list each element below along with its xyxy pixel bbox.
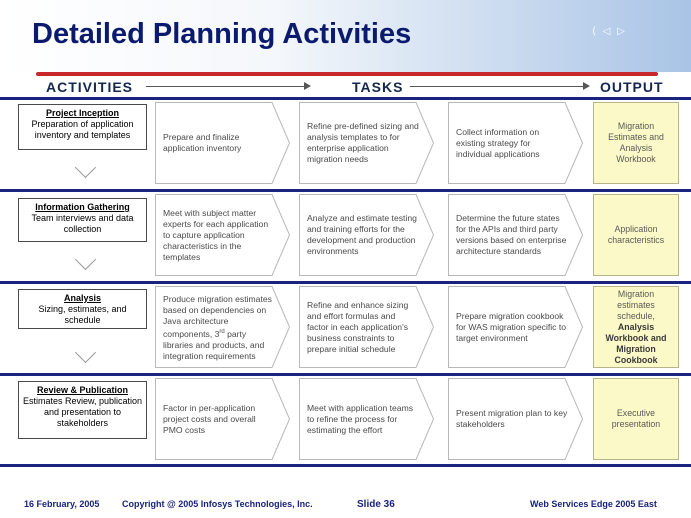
task-text-line: for WAS migration specific to xyxy=(456,321,567,332)
activity-heading: Project Inception xyxy=(45,108,119,118)
footer-event: Web Services Edge 2005 East xyxy=(530,499,657,509)
output-box xyxy=(593,194,679,276)
task-cell xyxy=(155,194,290,276)
slide-nav-controls[interactable]: ⟨ ◁ ▷ xyxy=(592,26,627,37)
header-arrow-head-2 xyxy=(583,82,590,90)
task-cell xyxy=(448,194,583,276)
task-text-line: based on dependencies on xyxy=(163,305,267,315)
task-text-line: to refine the process for xyxy=(307,413,398,424)
task-text-line: Present migration plan to key xyxy=(456,408,568,418)
task-text-line: Prepare migration cookbook xyxy=(456,310,564,321)
task-text-line: Refine and enhance sizing xyxy=(307,299,409,310)
output-text-line: Executive xyxy=(616,408,656,418)
task-text-line: environments xyxy=(307,246,359,256)
activity-heading: Information Gathering xyxy=(35,202,130,212)
output-text-line: Workbook and xyxy=(605,332,667,343)
column-header-activities: ACTIVITIES xyxy=(46,79,134,95)
task-text xyxy=(456,311,566,344)
output-box xyxy=(593,378,679,460)
row-separator xyxy=(0,97,691,100)
footer-slide-number: Slide 36 xyxy=(357,499,395,510)
task-text-line: analysis templates to for xyxy=(307,132,400,142)
output-text-line: Workbook xyxy=(616,154,656,164)
output-text-line: Migration xyxy=(617,121,655,131)
activity-text: Team interviews and data collection xyxy=(31,213,134,234)
output-text-line: Analysis xyxy=(617,321,655,332)
header-arrow-line-1 xyxy=(146,86,306,87)
task-text xyxy=(163,403,256,436)
task-text-line: stakeholders xyxy=(456,419,505,429)
task-cell xyxy=(155,286,290,368)
output-text-line: Migration xyxy=(617,288,655,299)
task-text xyxy=(163,132,241,154)
column-header-output: OUTPUT xyxy=(600,79,664,95)
output-text-line: Estimates and xyxy=(608,132,664,142)
task-text-line: Analyze and estimate testing xyxy=(307,213,417,223)
task-text xyxy=(307,121,419,165)
activity-box-information-gathering xyxy=(18,198,147,242)
row-separator xyxy=(0,281,691,284)
footer-copyright: Copyright @ 2005 Infosys Technologies, Inc. xyxy=(122,499,313,509)
task-text-line: Determine the future states xyxy=(456,213,560,223)
task-text-line: development and production xyxy=(307,235,416,245)
output-box xyxy=(593,102,679,184)
header-arrow-head-1 xyxy=(304,82,311,90)
task-text xyxy=(307,300,408,355)
task-text-line: existing strategy for xyxy=(456,137,531,148)
task-text-line: and effort formulas and xyxy=(307,310,396,321)
output-box xyxy=(593,286,679,368)
task-text-line: versions based on enterprise xyxy=(456,235,567,245)
task-text-line: experts for each application xyxy=(163,218,269,229)
task-cell xyxy=(448,286,583,368)
task-cell xyxy=(299,378,434,460)
task-text-line: application inventory xyxy=(163,143,242,153)
task-text-line: Factor in per-application xyxy=(163,402,256,413)
task-text-line: Produce migration estimates xyxy=(163,294,272,304)
output-text-line: Analysis xyxy=(619,143,653,153)
activity-box-review-publication xyxy=(18,381,147,439)
task-text-line: integration requirements xyxy=(163,350,256,361)
task-text-line: Prepare and finalize xyxy=(163,132,240,142)
activity-text: Estimates Review, publication and presentation to stakeholders xyxy=(22,396,143,428)
flow-chevron-icon xyxy=(75,157,96,178)
task-text-line: enterprise application xyxy=(307,143,389,153)
slide-title: Detailed Planning Activities xyxy=(32,18,412,50)
task-text-line: components, 3rd party xyxy=(163,328,247,339)
flow-chevron-icon xyxy=(75,249,96,270)
task-cell xyxy=(155,378,290,460)
row-separator xyxy=(0,189,691,192)
activity-heading: Review & Publication xyxy=(36,385,129,395)
activity-heading: Analysis xyxy=(63,293,102,303)
task-text-line: architecture standards xyxy=(456,246,542,256)
task-text-line: individual applications xyxy=(456,148,540,159)
task-text xyxy=(456,127,540,160)
task-text-line: prepare initial schedule xyxy=(307,343,396,354)
output-lines xyxy=(608,224,664,246)
task-text-line: Java architecture xyxy=(163,316,229,326)
footer-date: 16 February, 2005 xyxy=(24,499,100,509)
title-underline xyxy=(36,72,658,76)
task-text-line: Meet with application teams xyxy=(307,402,414,413)
output-text-line: schedule, xyxy=(617,310,655,321)
task-text-line: Collect information on xyxy=(456,126,540,137)
task-cell xyxy=(299,194,434,276)
task-text-line: and training efforts for the xyxy=(307,224,405,234)
output-lines xyxy=(612,408,660,430)
activity-box-project-inception xyxy=(18,104,147,150)
task-text-line: Meet with subject matter xyxy=(163,207,257,218)
task-text-line: estimating the effort xyxy=(307,424,383,435)
header-arrow-line-2 xyxy=(410,86,584,87)
task-text-line: libraries and products, and xyxy=(163,339,265,350)
task-cell xyxy=(448,378,583,460)
task-cell xyxy=(299,286,434,368)
output-text-line: estimates xyxy=(617,299,655,310)
task-cell xyxy=(448,102,583,184)
task-text xyxy=(163,208,268,263)
task-text xyxy=(163,294,272,362)
output-text-line: Application xyxy=(614,224,658,234)
row-separator xyxy=(0,464,691,467)
task-text-line: characteristics in the xyxy=(163,240,242,251)
task-text xyxy=(307,403,413,436)
activity-box-analysis xyxy=(18,289,147,329)
output-text-line: characteristics xyxy=(607,235,665,245)
output-lines xyxy=(608,121,664,165)
task-text-line: business constraints to xyxy=(307,332,395,343)
row-separator xyxy=(0,373,691,376)
task-text-line: project costs and overall xyxy=(163,413,256,424)
task-text-line: for the APIs and third party xyxy=(456,224,558,234)
task-cell xyxy=(299,102,434,184)
task-text-line: target environment xyxy=(456,332,528,343)
flow-chevron-icon xyxy=(75,342,96,363)
output-text-line: Cookbook xyxy=(614,354,658,365)
task-text-line: PMO costs xyxy=(163,424,206,435)
task-text-line: Refine pre-defined sizing and xyxy=(307,121,419,131)
output-text-line: Migration xyxy=(616,343,656,354)
task-text-line: to capture application xyxy=(163,229,245,240)
column-header-tasks: TASKS xyxy=(352,79,404,95)
task-text xyxy=(307,213,417,257)
task-text-line: factor in each application's xyxy=(307,321,409,332)
task-text xyxy=(456,408,567,430)
activity-text: Preparation of application inventory and templates xyxy=(31,119,134,140)
task-cell xyxy=(155,102,290,184)
task-text-line: migration needs xyxy=(307,154,369,164)
output-lines xyxy=(606,289,667,366)
activity-text: Sizing, estimates, and schedule xyxy=(38,304,127,325)
output-text-line: presentation xyxy=(611,419,661,429)
task-text-line: templates xyxy=(163,251,201,262)
task-text xyxy=(456,213,566,257)
